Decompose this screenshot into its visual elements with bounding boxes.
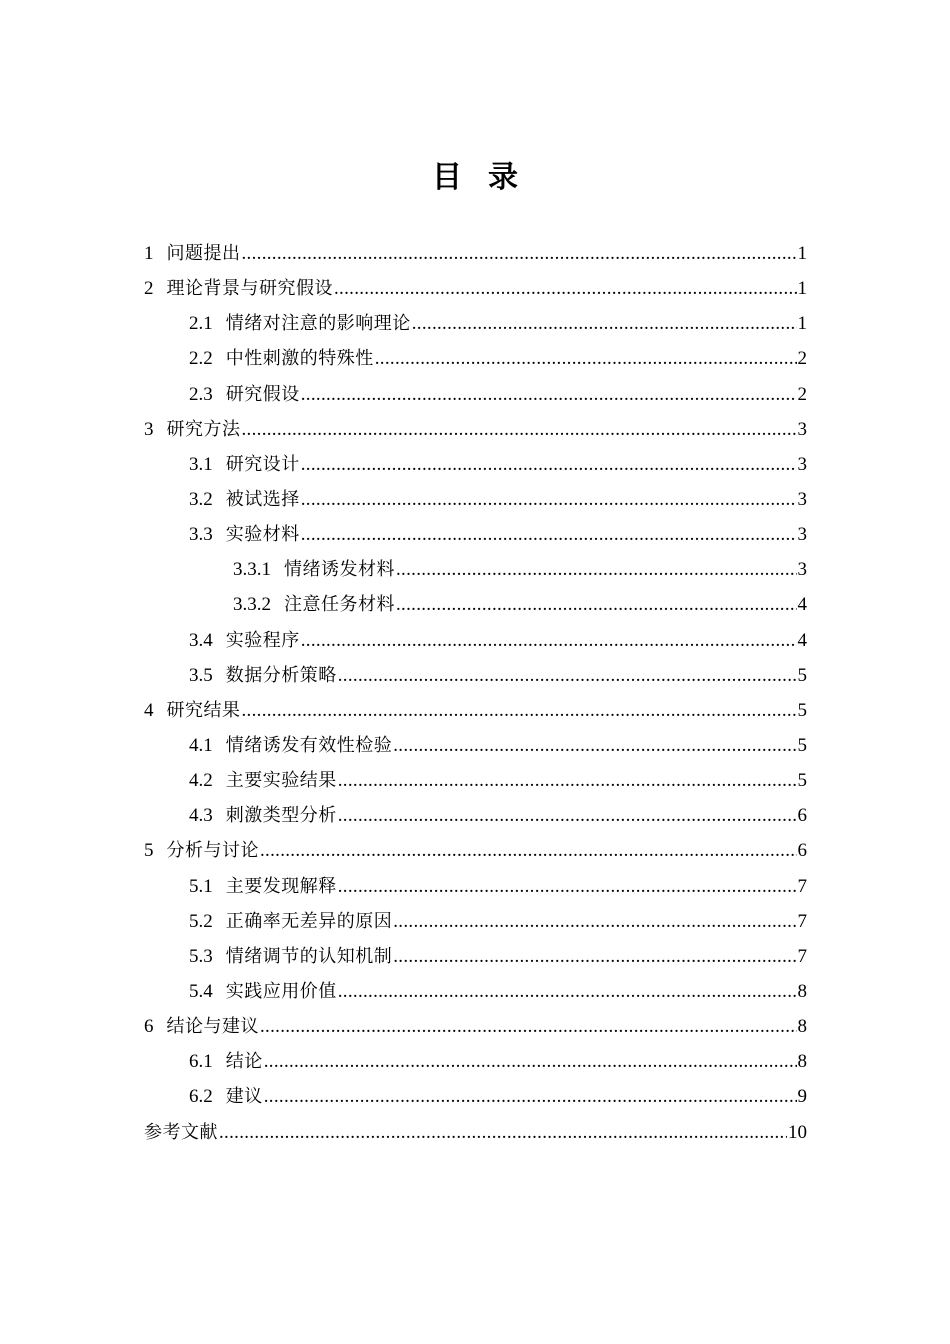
toc-entry[interactable] (144, 1079, 807, 1114)
toc-entry[interactable] (144, 939, 807, 974)
toc-entry-number: 2.3 (189, 383, 213, 405)
toc-entry-page: 4 (797, 629, 807, 651)
toc-entry-number: 3.4 (189, 629, 213, 651)
toc-entry-page: 2 (797, 383, 807, 405)
toc-dot-leader (375, 341, 797, 376)
toc-entry-title: 问题提出 (166, 243, 241, 264)
toc-entry-number: 4.3 (189, 805, 213, 827)
toc-entry-number: 4.1 (189, 734, 213, 756)
toc-entry-page: 8 (797, 1051, 807, 1073)
toc-entry-number: 6.1 (189, 1051, 213, 1073)
toc-entry-title: 中性刺激的特殊性 (225, 348, 374, 370)
toc-entry-page: 1 (797, 313, 807, 335)
toc-dot-leader (242, 236, 797, 271)
toc-entry-title: 分析与讨论 (166, 840, 259, 862)
toc-entry-title: 情绪调节的认知机制 (225, 945, 393, 967)
toc-entry-title: 实验材料 (225, 524, 300, 546)
toc-entry-number: 4 (144, 699, 154, 721)
toc-entry-title: 情绪诱发有效性检验 (225, 734, 393, 756)
toc-entry[interactable] (144, 1115, 807, 1150)
toc-entry[interactable] (144, 517, 807, 552)
toc-dot-leader (338, 798, 797, 833)
toc-entry-title: 主要发现解释 (225, 875, 337, 897)
toc-entry[interactable] (144, 1009, 807, 1044)
toc-entry-page: 7 (797, 875, 807, 897)
toc-entry-page: 3 (797, 559, 807, 581)
toc-dot-leader (338, 658, 797, 693)
toc-entry-number: 5.4 (189, 980, 213, 1002)
toc-dot-leader (242, 412, 797, 447)
toc-dot-leader (301, 377, 797, 412)
toc-entry-title: 研究假设 (225, 383, 300, 405)
toc-entry-page: 3 (797, 453, 807, 475)
toc-entry[interactable] (144, 728, 807, 763)
toc-entry-number: 2.1 (189, 313, 213, 335)
toc-entry[interactable] (144, 412, 807, 447)
toc-dot-leader (334, 271, 797, 306)
page-title: 目录 (432, 160, 544, 195)
toc-entry-title: 研究结果 (166, 699, 241, 721)
toc-entry-title: 主要实验结果 (225, 770, 337, 792)
toc-entry[interactable] (144, 306, 807, 341)
toc-entry-title: 正确率无差异的原因 (225, 910, 393, 932)
toc-entry-page: 2 (797, 348, 807, 370)
toc-entry-number: 2 (144, 278, 154, 300)
toc-entry-number: 1 (144, 243, 154, 264)
toc-dot-leader (396, 552, 797, 587)
toc-entry-number: 5.2 (189, 910, 213, 932)
toc-entry[interactable] (144, 693, 807, 728)
toc-entry-number: 6.2 (189, 1086, 213, 1108)
toc-entry-title: 研究设计 (225, 453, 300, 475)
toc-entry-title: 研究方法 (166, 418, 241, 440)
toc-entry-title: 数据分析策略 (225, 664, 337, 686)
toc-dot-leader (219, 1115, 787, 1150)
toc-entry[interactable] (144, 904, 807, 939)
toc-entry-page: 8 (797, 1016, 807, 1038)
toc-entry-title: 建议 (225, 1086, 263, 1108)
toc-entry[interactable] (144, 236, 807, 271)
table-of-contents (144, 236, 807, 1150)
toc-entry[interactable] (144, 869, 807, 904)
toc-entry-number: 3.2 (189, 488, 213, 510)
toc-entry-page: 1 (797, 243, 807, 264)
toc-entry-title: 注意任务材料 (284, 594, 395, 616)
toc-entry[interactable] (144, 763, 807, 798)
toc-entry[interactable] (144, 623, 807, 658)
toc-entry-title: 结论与建议 (166, 1016, 259, 1038)
toc-entry-number: 3 (144, 418, 154, 440)
toc-entry-page: 5 (797, 770, 807, 792)
toc-entry-page: 3 (797, 418, 807, 440)
toc-entry-page: 6 (797, 840, 807, 862)
toc-entry-title: 参考文献 (144, 1121, 218, 1143)
toc-entry-page: 3 (797, 524, 807, 546)
toc-entry-number: 5 (144, 840, 154, 862)
toc-entry-page: 5 (797, 664, 807, 686)
toc-dot-leader (242, 693, 797, 728)
toc-dot-leader (264, 1079, 797, 1114)
toc-entry[interactable] (144, 271, 807, 306)
toc-entry-number: 5.3 (189, 945, 213, 967)
toc-entry-page: 7 (797, 945, 807, 967)
toc-entry-number: 3.3.1 (233, 559, 271, 581)
toc-entry-page: 10 (788, 1121, 807, 1143)
toc-entry-title: 结论 (225, 1051, 263, 1073)
toc-entry-title: 情绪对注意的影响理论 (225, 313, 411, 335)
toc-entry-title: 实验程序 (225, 629, 300, 651)
toc-dot-leader (338, 974, 797, 1009)
toc-entry-title: 实践应用价值 (225, 980, 337, 1002)
toc-entry-title: 理论背景与研究假设 (166, 278, 333, 300)
toc-entry-title: 情绪诱发材料 (284, 559, 395, 581)
toc-entry[interactable] (144, 1044, 807, 1079)
toc-entry-page: 4 (797, 594, 807, 616)
toc-dot-leader (396, 587, 797, 622)
toc-entry-page: 8 (797, 980, 807, 1002)
toc-entry-page: 5 (797, 699, 807, 721)
toc-dot-leader (264, 1044, 797, 1079)
toc-entry-page: 5 (797, 734, 807, 756)
toc-entry-page: 9 (797, 1086, 807, 1108)
toc-entry[interactable] (144, 798, 807, 833)
toc-entry-title: 被试选择 (225, 488, 300, 510)
toc-entry[interactable] (144, 974, 807, 1009)
toc-entry-number: 3.3 (189, 524, 213, 546)
toc-entry[interactable] (144, 341, 807, 376)
toc-entry[interactable] (144, 833, 807, 868)
toc-entry[interactable] (144, 658, 807, 693)
toc-entry-number: 4.2 (189, 770, 213, 792)
toc-dot-leader (338, 869, 797, 904)
toc-dot-leader (301, 447, 797, 482)
toc-entry-number: 2.2 (189, 348, 213, 370)
toc-dot-leader (260, 833, 797, 868)
toc-entry[interactable] (144, 377, 807, 412)
toc-entry-number: 5.1 (189, 875, 213, 897)
toc-dot-leader (393, 904, 796, 939)
toc-dot-leader (301, 623, 797, 658)
toc-entry-title: 刺激类型分析 (225, 805, 337, 827)
toc-entry-page: 3 (797, 488, 807, 510)
toc-entry[interactable] (144, 587, 807, 622)
toc-dot-leader (301, 482, 797, 517)
toc-entry-page: 7 (797, 910, 807, 932)
toc-entry-number: 3.3.2 (233, 594, 271, 616)
toc-entry-number: 3.5 (189, 664, 213, 686)
toc-entry-page: 1 (797, 278, 807, 300)
toc-dot-leader (301, 517, 797, 552)
toc-dot-leader (338, 763, 797, 798)
toc-entry[interactable] (144, 552, 807, 587)
toc-dot-leader (393, 939, 796, 974)
toc-entry-number: 3.1 (189, 453, 213, 475)
toc-dot-leader (412, 306, 797, 341)
toc-entry-page: 6 (797, 805, 807, 827)
toc-entry[interactable] (144, 447, 807, 482)
toc-dot-leader (260, 1009, 797, 1044)
toc-entry[interactable] (144, 482, 807, 517)
toc-dot-leader (393, 728, 796, 763)
toc-entry-number: 6 (144, 1016, 154, 1038)
